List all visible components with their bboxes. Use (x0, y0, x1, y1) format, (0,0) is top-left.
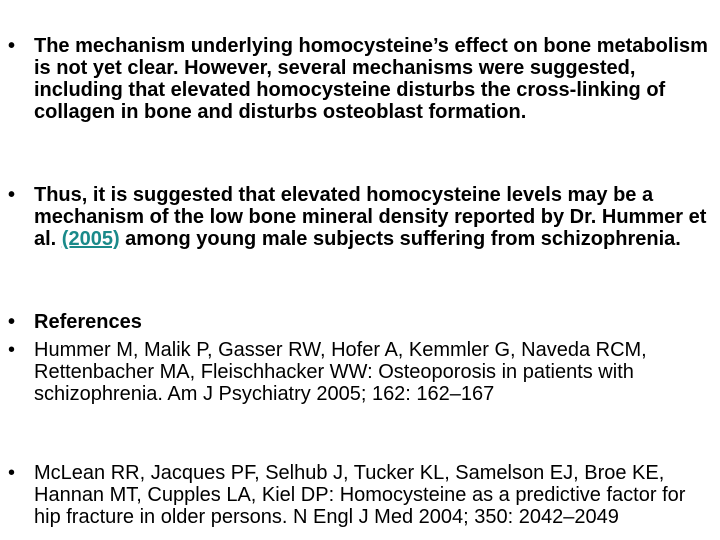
bullet-paragraph-suggestion (8, 184, 708, 250)
bullet-reference-hummer (8, 339, 708, 405)
bullet-icon: • (8, 35, 16, 57)
paragraph-mechanism-text: The mechanism underlying homocysteine’s effect on bone metabolism is not yet clear. However, several mechanisms were suggested, including that elevated homocysteine disturbs the cross-linking of collagen in bone and disturbs osteoblast formation. (34, 35, 708, 123)
reference-hummer-text: Hummer M, Malik P, Gasser RW, Hofer A, Kemmler G, Naveda RCM, Rettenbacher MA, Fleischhacker WW: Osteoporosis in patients with schizophrenia. Am J Psychiatry 2005; 162: 162–167 (34, 339, 647, 405)
bullet-icon: • (8, 462, 16, 484)
bullet-paragraph-mechanism (8, 35, 708, 123)
bullet-icon: • (8, 184, 16, 206)
paragraph-suggestion-after-link: among young male subjects suffering from schizophrenia. (119, 228, 681, 250)
reference-mclean-text: McLean RR, Jacques PF, Selhub J, Tucker KL, Samelson EJ, Broe KE, Hannan MT, Cupples LA, Kiel DP: Homocysteine as a predictive factor for hip fracture in older persons. N Engl J Med 2004; 350: 2042–2049 (34, 462, 686, 528)
bullet-references-heading (8, 311, 708, 333)
paragraph-suggestion-before-link: Thus, it is suggested that elevated homocysteine levels may be a mechanism of the low bone mineral density reported by Dr. Hummer et al. (34, 184, 707, 250)
paragraph-suggestion-text (34, 184, 708, 250)
references-heading: References (34, 311, 142, 333)
bullet-icon: • (8, 339, 16, 361)
bullet-icon: • (8, 311, 16, 333)
bullet-reference-mclean (8, 462, 708, 528)
citation-link-2005[interactable]: (2005) (61, 228, 120, 250)
